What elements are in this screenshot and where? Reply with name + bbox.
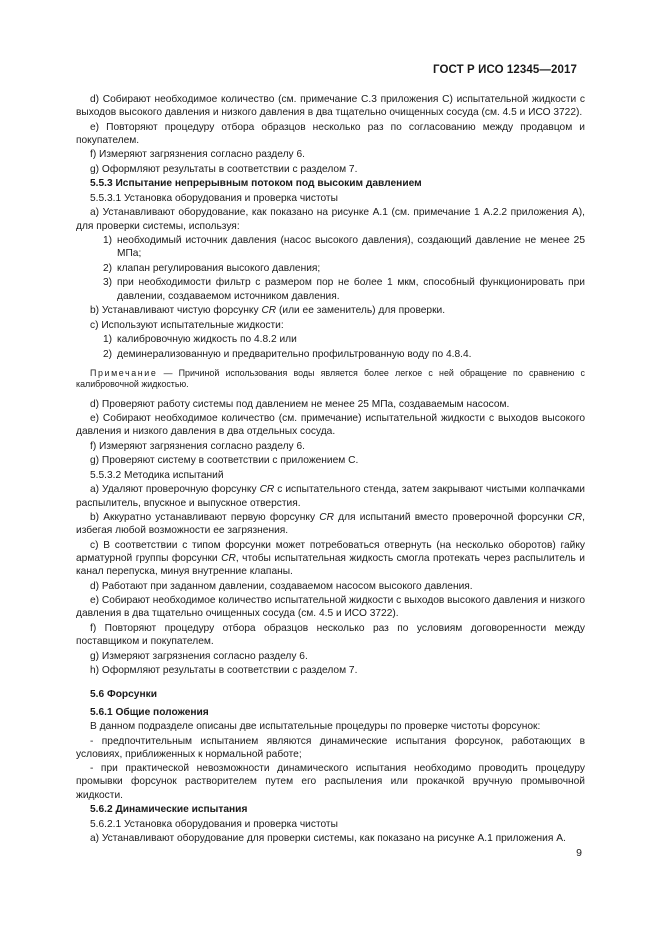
list-item-number: 2) (102, 348, 112, 360)
list-item-text: при необходимости фильтр с размером пор не более 1 мкм, способный функционировать при давлении, создаваемом источником давления. (117, 277, 585, 302)
list-item (76, 348, 585, 361)
emphasis: CR (259, 484, 275, 496)
paragraph: f) Измеряют загрязнения согласно разделу 6. (90, 149, 305, 161)
paragraph: d) Собирают необходимое количество (см. примечание С.3 приложения С) испытательной жидкости с выходов высокого давления и низкого давления в два тщательно очищенных сосуда (см. 4.5 и ИСО 3722). (76, 94, 585, 119)
text-run: для испытаний вместо проверочной форсунки (333, 512, 568, 524)
list-item-number: 2) (102, 262, 112, 274)
paragraph: d) Работают при заданном давлении, создаваемом насосом высокого давления. (90, 580, 473, 592)
paragraph: е) Повторяют процедуру отбора образцов несколько раз по согласованию между продавцом и покупателем. (76, 121, 585, 146)
list-item-text: деминерализованную и предварительно профильтрованную воду по 4.8.4. (117, 348, 472, 360)
paragraph: е) Собирают необходимое количество испытательной жидкости с выходов высокого давления и низкого давления в два тщательно очищенных сосуда (см. 4.5 и ИСО 3722). (76, 595, 585, 620)
list-item-number: 3) (102, 277, 112, 289)
paragraph (76, 511, 585, 537)
text-run: , чтобы испытательная жидкость смогла протекать через распылитель и канал перепуска, минуя внутренние клапаны. (76, 553, 585, 578)
list-item-text: калибровочную жидкость по 4.8.2 или (117, 334, 297, 346)
paragraph: f) Измеряют загрязнения согласно разделу 6. (90, 440, 305, 452)
list-item-text: необходимый источник давления (насос высокого давления), создающий давление не менее 25 МПа; (117, 235, 585, 260)
paragraph: с) Используют испытательные жидкости: (90, 319, 284, 331)
note (76, 368, 585, 391)
paragraph: - предпочтительным испытанием являются динамические испытания форсунок, работающих в условиях, приближенных к нормальной работе; (76, 735, 585, 760)
paragraph: а) Устанавливают оборудование, как показано на рисунке А.1 (см. примечание 1 А.2.2 приложения А), для проверки системы, используя: (76, 207, 585, 232)
subsection-title: 5.5.3.1 Установка оборудования и проверка чистоты (90, 192, 338, 204)
paragraph: g) Оформляют результаты в соответствии с разделом 7. (90, 163, 358, 175)
text-run: (или ее заменитель) для проверки. (276, 305, 446, 317)
list-item (76, 333, 585, 346)
subsection-title: 5.6.2.1 Установка оборудования и проверка чистоты (90, 818, 338, 830)
list-item-number: 1) (102, 235, 112, 247)
paragraph (76, 539, 585, 579)
page-number: 9 (576, 847, 582, 859)
list-item (76, 276, 585, 302)
list-item-text: клапан регулирования высокого давления; (117, 262, 321, 274)
text-run: с испытательного стенда, затем закрывают чистыми колпачками распылитель, впускное и выпускное отверстия. (76, 484, 585, 509)
list-item (76, 234, 585, 260)
text-run: , избегая любой возможности ее загрязнения. (76, 512, 586, 537)
paragraph: g) Измеряют загрязнения согласно разделу 6. (90, 650, 308, 662)
list-item-number: 1) (102, 334, 112, 346)
section-heading: 5.6.2 Динамические испытания (90, 804, 248, 816)
paragraph: f) Повторяют процедуру отбора образцов несколько раз по условиям договоренности между поставщиком и покупателем. (76, 622, 585, 648)
paragraph: d) Проверяют работу системы под давлением не менее 25 МПа, создаваемым насосом. (90, 398, 510, 410)
paragraph: В данном подразделе описаны две испытательные процедуры по проверке чистоты форсунок: (90, 721, 541, 733)
text-run: b) Устанавливают чистую форсунку (90, 305, 262, 317)
paragraph: а) Устанавливают оборудование для проверки системы, как показано на рисунке А.1 приложения А. (90, 833, 566, 845)
emphasis: CR (261, 305, 277, 317)
text-run: с) В соответствии с типом форсунки может потребоваться отвернуть (на несколько оборотов) гайку арматурной группы форсунки (76, 539, 585, 565)
paragraph (76, 483, 585, 509)
emphasis: CR (221, 553, 236, 565)
note-text: — Причиной использования воды является более легкое с ней обращение по сравнению с калибровочной жидкостью. (76, 367, 585, 390)
section-heading: 5.6.1 Общие положения (90, 706, 209, 718)
emphasis: CR (319, 512, 334, 524)
section-heading: 5.5.3 Испытание непрерывным потоком под высоким давлением (90, 178, 422, 190)
paragraph: g) Проверяют систему в соответствии с приложением С. (90, 455, 359, 467)
paragraph: h) Оформляют результаты в соответствии с разделом 7. (90, 665, 358, 677)
note-label: Примечание (90, 367, 158, 378)
document-header: ГОСТ Р ИСО 12345—2017 (432, 64, 577, 76)
paragraph: е) Собирают необходимое количество (см. примечание) испытательной жидкости с выходов высокого давления и низкого давления в два отдельных сосуда. (76, 413, 585, 438)
section-heading: 5.6 Форсунки (90, 689, 157, 701)
text-run: b) Аккуратно устанавливают первую форсунку (90, 512, 320, 524)
list-item (76, 262, 585, 275)
subsection-title: 5.5.3.2 Методика испытаний (90, 469, 224, 481)
emphasis: CR (567, 512, 583, 524)
text-run: а) Удаляют проверочную форсунку (90, 484, 260, 496)
paragraph (76, 304, 585, 317)
paragraph: - при практической невозможности динамического испытания необходимо проводить процедуру промывки форсунок растворителем путем его распыления или прокачкой вручную промывочной жидкости. (76, 763, 585, 801)
document-body (76, 93, 585, 847)
